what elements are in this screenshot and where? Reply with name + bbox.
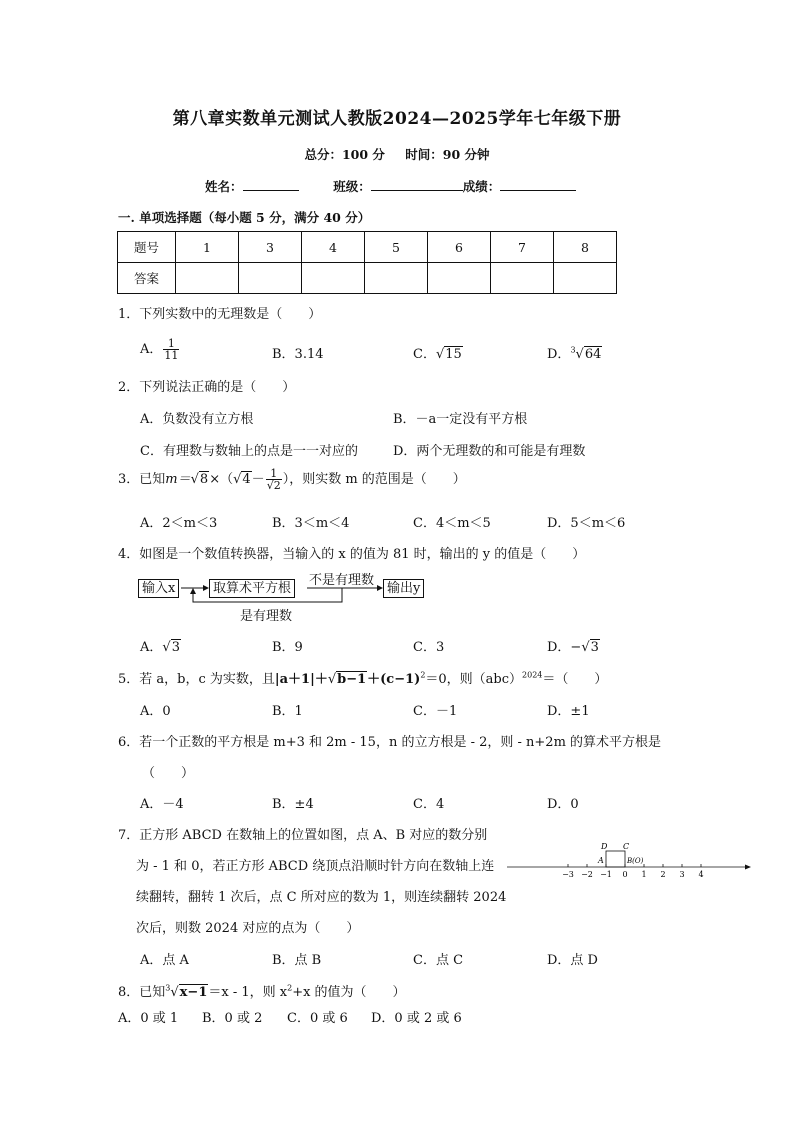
answer-cell[interactable] bbox=[302, 263, 365, 294]
question-6-stem: 6．若一个正数的平方根是 m+3 和 2m - 15，n 的立方根是 - 2，则 - n+2m 的算术平方根是 bbox=[118, 735, 662, 750]
score-blank[interactable] bbox=[500, 176, 576, 191]
question-number-cell: 5 bbox=[365, 232, 428, 263]
q1-option-a bbox=[140, 338, 180, 361]
number-line-tick-label: 1 bbox=[641, 870, 647, 879]
exponent: 2 bbox=[287, 983, 293, 993]
table-row bbox=[118, 232, 617, 263]
q3-option-c: C．4＜m＜5 bbox=[413, 516, 491, 531]
q8-prefix: 8．已知 bbox=[118, 985, 166, 1000]
numerator: 1 bbox=[266, 468, 282, 480]
q1-option-d bbox=[547, 343, 602, 362]
q4-option-d bbox=[547, 636, 600, 655]
q8-suffix: +x 的值为（ ） bbox=[292, 985, 406, 1000]
exam-time: 时间：90 分钟 bbox=[405, 147, 490, 162]
point-d-label: D bbox=[601, 842, 608, 851]
q4-option-a bbox=[140, 636, 181, 655]
sqrt-icon: √ bbox=[266, 479, 274, 492]
q3-times: ×（ bbox=[209, 472, 234, 487]
name-label: 姓名： bbox=[205, 179, 243, 194]
total-score: 总分：100 分 bbox=[304, 147, 385, 162]
root-index: 3 bbox=[570, 345, 576, 355]
q8-option-b: B．0 或 2 bbox=[202, 1011, 263, 1026]
q8-option-a: A．0 或 1 bbox=[118, 1011, 179, 1026]
q5-prefix: 5．若 a，b，c 为实数，且 bbox=[118, 672, 275, 687]
q3-minus: － bbox=[251, 472, 265, 487]
q8-option-c: C．0 或 6 bbox=[287, 1011, 348, 1026]
question-number-cell: 8 bbox=[554, 232, 617, 263]
q6-option-c: C．4 bbox=[413, 797, 445, 812]
sqrt-icon: √ bbox=[190, 472, 199, 487]
exponent: 2024 bbox=[522, 670, 543, 680]
question-7-line-4: 次后，则数 2024 对应的点为（ ） bbox=[136, 921, 360, 936]
q7-option-b: B．点 B bbox=[272, 953, 322, 968]
converter-arrows bbox=[130, 575, 400, 611]
fraction bbox=[163, 338, 179, 361]
sqrt-icon: √ bbox=[170, 985, 179, 1000]
square-abcd bbox=[606, 851, 625, 867]
q7-option-c: C．点 C bbox=[413, 953, 464, 968]
question-number-cell: 3 bbox=[239, 232, 302, 263]
q5-square-expr: ＋(c−1) bbox=[367, 672, 421, 687]
section-title: 一. 单项选择题（每小题 5 分，满分 40 分） bbox=[118, 210, 371, 225]
point-a-label: A bbox=[598, 856, 604, 865]
q3-variable: m＝ bbox=[165, 472, 191, 487]
question-number-cell: 1 bbox=[176, 232, 239, 263]
sqrt-icon: √ bbox=[162, 640, 171, 655]
arrow-head bbox=[377, 585, 383, 591]
q6-option-d: D．0 bbox=[547, 797, 579, 812]
q3-suffix: ），则实数 m 的范围是（ ） bbox=[282, 472, 466, 487]
number-line-arrow bbox=[745, 865, 751, 870]
q3-option-a: A．2＜m＜3 bbox=[140, 516, 218, 531]
answer-cell[interactable] bbox=[428, 263, 491, 294]
sqrt-icon: √ bbox=[581, 640, 590, 655]
radicand: 4 bbox=[242, 472, 251, 487]
fraction bbox=[266, 468, 282, 491]
q1-option-c bbox=[413, 343, 463, 362]
q6-option-a: A．－4 bbox=[140, 797, 184, 812]
q3-option-b: B．3＜m＜4 bbox=[272, 516, 350, 531]
radicand: 64 bbox=[584, 347, 602, 362]
q7-option-a: A．点 A bbox=[140, 953, 189, 968]
page-title: 第八章实数单元测试人教版2024—2025学年七年级下册 bbox=[172, 109, 622, 129]
option-label: D．− bbox=[547, 640, 582, 655]
q5-option-a: A．0 bbox=[140, 704, 171, 719]
option-label: A． bbox=[140, 342, 163, 357]
q7-option-d: D．点 D bbox=[547, 953, 598, 968]
denominator bbox=[266, 480, 282, 491]
question-number-cell: 6 bbox=[428, 232, 491, 263]
output-box: 输出y bbox=[383, 579, 424, 598]
class-label: 班级： bbox=[333, 179, 371, 194]
answer-table bbox=[117, 231, 617, 294]
q4-option-b: B．9 bbox=[272, 640, 303, 655]
answer-cell[interactable] bbox=[239, 263, 302, 294]
is-rational-label: 是有理数 bbox=[240, 609, 293, 624]
question-6-paren: （ ） bbox=[142, 766, 195, 781]
point-c-label: C bbox=[623, 842, 630, 851]
score-label: 成绩： bbox=[462, 179, 501, 194]
numerator: 1 bbox=[163, 338, 179, 350]
question-number-cell: 4 bbox=[302, 232, 365, 263]
feedback-line bbox=[193, 588, 342, 602]
arrow-head bbox=[203, 585, 209, 591]
radicand: x−1 bbox=[179, 985, 208, 1000]
radicand: 8 bbox=[199, 472, 209, 487]
q5-abs-expr: |a＋1|＋ bbox=[274, 672, 328, 687]
q1-option-b: B．3.14 bbox=[272, 347, 324, 362]
answer-cell[interactable] bbox=[365, 263, 428, 294]
radicand: 3 bbox=[590, 640, 599, 655]
q3-prefix: 3．已知 bbox=[118, 472, 166, 487]
number-line-tick-label: 4 bbox=[698, 870, 704, 879]
table-row-label: 答案 bbox=[118, 263, 176, 294]
number-line-ticks bbox=[562, 864, 703, 879]
question-2-stem: 2．下列说法正确的是（ ） bbox=[118, 380, 296, 395]
sqrt-icon: √ bbox=[435, 347, 445, 362]
number-line-diagram bbox=[505, 836, 755, 884]
q5-option-d: D．±1 bbox=[547, 704, 590, 719]
number-line-tick-label: −1 bbox=[600, 870, 612, 879]
number-line-tick-label: 3 bbox=[679, 870, 685, 879]
input-box: 输入x bbox=[138, 579, 179, 598]
question-5-stem bbox=[118, 668, 607, 687]
question-7-line-3: 续翻转，翻转 1 次后，点 C 所对应的数为 1，则连续翻转 2024 bbox=[136, 890, 507, 905]
exponent: 2 bbox=[420, 670, 426, 680]
option-label: A． bbox=[140, 640, 163, 655]
answer-cell[interactable] bbox=[176, 263, 239, 294]
question-number-cell: 7 bbox=[491, 232, 554, 263]
sqrt-icon: √ bbox=[327, 672, 337, 687]
q5-option-b: B．1 bbox=[272, 704, 303, 719]
radicand: 15 bbox=[445, 347, 462, 362]
q5-equation-end: ＝0，则（abc） bbox=[425, 672, 523, 687]
q2-option-d: D．两个无理数的和可能是有理数 bbox=[393, 444, 586, 459]
radicand: b−1 bbox=[337, 672, 367, 687]
table-row bbox=[118, 263, 617, 294]
question-7-line-1: 7．正方形 ABCD 在数轴上的位置如图，点 A、B 对应的数分别 bbox=[118, 828, 488, 843]
q2-option-c: C．有理数与数轴上的点是一一对应的 bbox=[140, 444, 358, 459]
number-line-tick-label: −3 bbox=[562, 870, 574, 879]
point-b-label: B(O) bbox=[627, 857, 644, 865]
question-3-stem bbox=[118, 468, 466, 491]
q2-option-a: A．负数没有立方根 bbox=[140, 412, 254, 427]
answer-cell[interactable] bbox=[491, 263, 554, 294]
number-line-tick-label: 2 bbox=[660, 870, 666, 879]
sqrt-icon: √ bbox=[233, 472, 242, 487]
radicand: 2 bbox=[273, 479, 281, 492]
question-8-stem bbox=[118, 981, 406, 1000]
not-rational-label: 不是有理数 bbox=[309, 573, 375, 588]
option-label: C． bbox=[413, 347, 436, 362]
question-4-stem: 4．如图是一个数值转换器，当输入的 x 的值为 81 时，输出的 y 的值是（ ） bbox=[118, 547, 586, 562]
number-line-tick-label: −2 bbox=[581, 870, 593, 879]
q5-suffix: ＝（ ） bbox=[542, 672, 608, 687]
student-info-line bbox=[205, 176, 576, 195]
q8-option-d: D．0 或 2 或 6 bbox=[371, 1011, 462, 1026]
number-line-tick-label: 0 bbox=[622, 870, 628, 879]
denominator: 11 bbox=[164, 349, 179, 362]
q3-option-d: D．5＜m＜6 bbox=[547, 516, 626, 531]
question-1-stem: 1．下列实数中的无理数是（ ） bbox=[118, 307, 322, 322]
q2-option-b: B．－a一定没有平方根 bbox=[393, 412, 528, 427]
name-blank[interactable] bbox=[243, 176, 299, 191]
exam-meta bbox=[0, 145, 794, 163]
table-row-label: 题号 bbox=[118, 232, 176, 263]
q8-equation: ＝x - 1，则 x bbox=[208, 985, 288, 1000]
arrow-head bbox=[190, 588, 196, 594]
q6-option-b: B．±4 bbox=[272, 797, 314, 812]
question-7-line-2: 为 - 1 和 0，若正方形 ABCD 绕顶点沿顺时针方向在数轴上连 bbox=[136, 859, 495, 874]
radicand: 3 bbox=[171, 640, 180, 655]
q4-option-c: C．3 bbox=[413, 640, 445, 655]
root-index: 3 bbox=[165, 983, 171, 993]
option-label: D． bbox=[547, 347, 571, 362]
answer-cell[interactable] bbox=[554, 263, 617, 294]
q5-option-c: C．－1 bbox=[413, 704, 458, 719]
sqrt-process-box: 取算术平方根 bbox=[209, 579, 295, 598]
class-blank[interactable] bbox=[371, 176, 463, 191]
sqrt-icon: √ bbox=[575, 347, 584, 362]
